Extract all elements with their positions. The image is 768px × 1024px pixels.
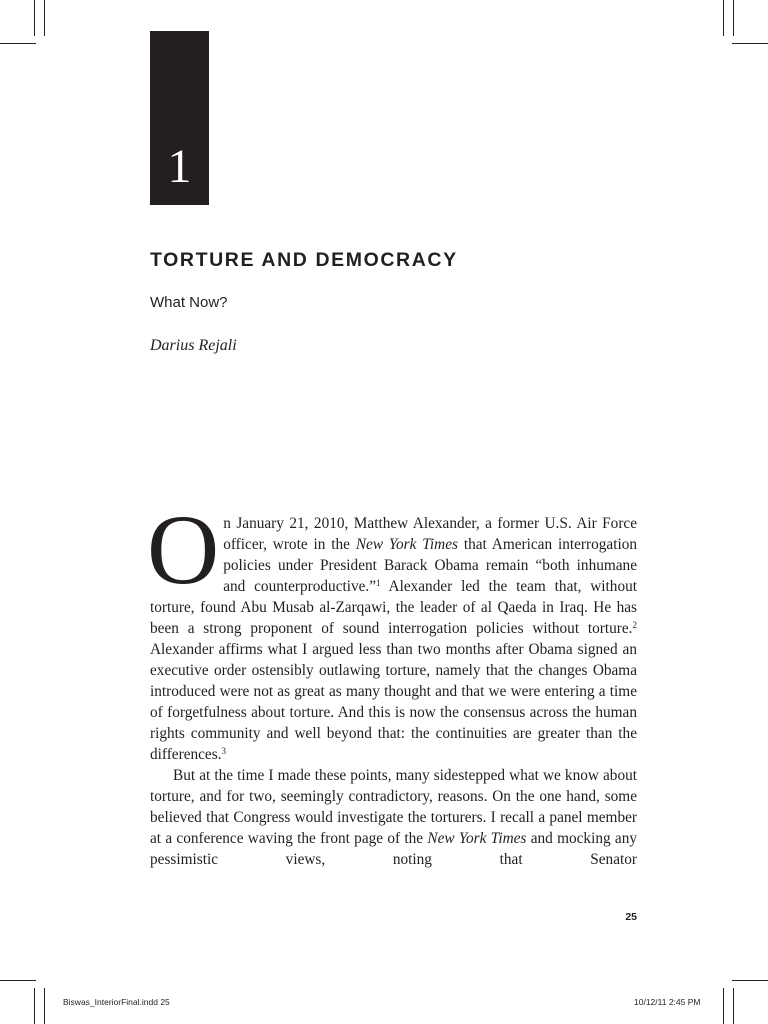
body-text: [147, 494, 638, 870]
drop-cap: O: [147, 494, 220, 605]
footnote-ref[interactable]: 3: [221, 746, 226, 756]
crop-mark: [732, 980, 768, 981]
chapter-author: Darius Rejali: [150, 337, 237, 354]
chapter-subtitle: What Now?: [150, 294, 228, 311]
crop-mark: [34, 0, 35, 36]
crop-mark: [723, 0, 724, 36]
page-number: 25: [625, 911, 637, 923]
chapter-number-block: [150, 31, 209, 205]
crop-mark: [44, 0, 45, 36]
crop-mark: [723, 988, 724, 1024]
print-slug-file: Biswas_InteriorFinal.indd 25: [63, 997, 170, 1007]
footnote-ref[interactable]: 2: [632, 620, 637, 630]
crop-mark: [733, 988, 734, 1024]
print-slug-date: 10/12/11 2:45 PM: [634, 997, 701, 1007]
crop-mark: [0, 43, 36, 44]
crop-mark: [34, 988, 35, 1024]
crop-mark: [733, 0, 734, 36]
chapter-number: 1: [167, 140, 192, 193]
publication-title: New York Times: [427, 830, 527, 847]
paragraph: n January 21, 2010, Matthew Alexander, a former U.S. Air Force officer, wrote in the New York Times that American interrogation policies under President Barack Obama remain “both inhumane and counterproductive.”$^1$ Alexander led the team that, without torture, found Abu Musab al-Zarqawi, the leader of al Qaeda in Iraq. He has been a strong proponent of sound interrogation policies without torture.$^2$ Alexander affirms what I argued less than two months after Obama signed an executive order ostensibly outlawing torture, namely that the changes Obama introduced were not as great as many thought and that we were entering a time of forgetfulness about torture. And this is now the consensus across the human rights community and well beyond that: the continuities are greater than the differences.$^3$: [150, 515, 638, 763]
paragraph: But at the time I made these points, many sidestepped what we know about torture, and for two, seemingly contradictory, reasons. On the one hand, some believed that Congress would investigate the torturers. I recall a panel member at a conference waving the front page of the New York Times and mocking any pessimistic views, noting that Senator: [150, 767, 637, 868]
crop-mark: [44, 988, 45, 1024]
publication-title: New York Times: [355, 536, 458, 553]
chapter-title: TORTURE AND DEMOCRACY: [150, 249, 458, 271]
crop-mark: [732, 43, 768, 44]
footnote-ref[interactable]: 1: [376, 578, 381, 588]
crop-mark: [0, 980, 36, 981]
